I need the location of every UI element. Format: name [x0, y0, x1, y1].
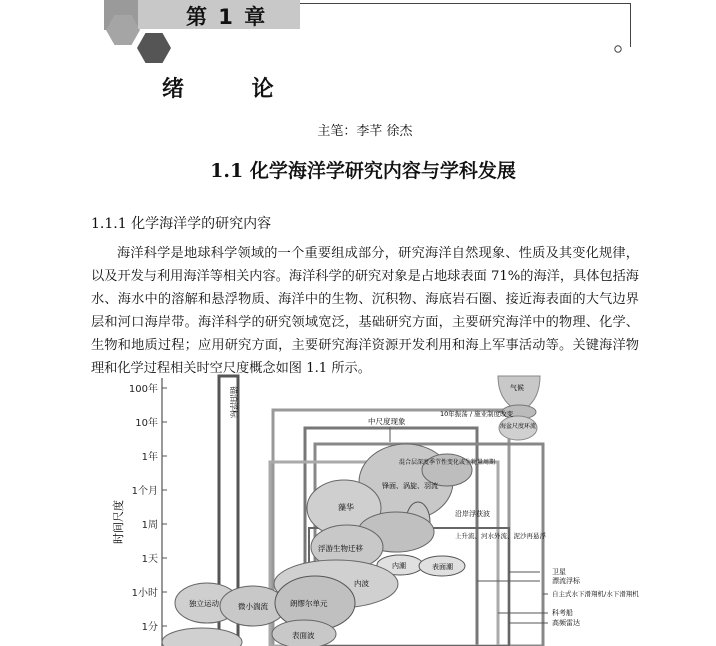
surface-wave-label: 表面波: [292, 631, 315, 640]
tick-1min: 1分: [141, 622, 158, 633]
authors: 主笔：李芊 徐杰: [317, 124, 413, 139]
internal-wave-label: 内波: [354, 579, 369, 588]
tick-100y: 100年: [128, 384, 158, 395]
bottom-ellipse: [162, 628, 242, 646]
chapter-rule-vertical: [630, 3, 631, 47]
upwelling-label: 上升流、河水外流、泥沙再悬浮: [455, 532, 546, 540]
basin-label: 海盆尺度环流: [499, 423, 537, 430]
individual-label: 独立运动: [189, 599, 219, 608]
time-space-scale-figure: [100, 372, 639, 646]
turbulence-label: 微小湍流: [238, 602, 268, 611]
algae-label: 藻华: [338, 503, 354, 512]
tick-1y: 1年: [141, 452, 158, 463]
tick-10y: 10年: [135, 418, 158, 429]
surface-tide-label: 表面潮: [432, 563, 453, 571]
internal-tide-label: 内潮: [392, 562, 406, 570]
tick-1week: 1周: [141, 520, 158, 531]
instrument-legend: [477, 567, 639, 627]
mixed-layer-label: 混合层深度季节性变化或生物量周期: [398, 459, 496, 466]
coastal-label: 沿岸浮获波: [455, 510, 490, 518]
chapter-title: 绪 论: [162, 76, 304, 102]
decadal-label: 10年振荡 / 施业制度改变: [440, 410, 514, 418]
chapter-rule-dot-icon: [613, 44, 623, 54]
satellite-label: 卫星: [552, 568, 566, 576]
subsection-title: 1.1.1 化学海洋学的研究内容: [91, 216, 272, 232]
tick-1month: 1个月: [131, 486, 158, 497]
paragraph-text: 海洋科学是地球科学领域的一个重要组成部分，研究海洋自然现象、性质及其变化规律，以及开发与利用海洋等相关内容。海洋科学的研究对象是占地球表面 71%的海洋，具体包括海水、海水中的溶解和悬浮物质、海洋中的生物、沉积物、海底岩石圈、接近海表面的大气边界层和河口海岸带。海洋科学的研究领域宽泛，基础研究方面，主要研究海洋中的物理、化学、生物和地质过程；应用研究方面，主要研究海洋资源开发利用和海上军事活动等。关键海洋物理和化学过程相关时空尺度概念如图 1.1 所示。: [91, 246, 639, 376]
section-title: 1.1 化学海洋学研究内容与学科发展: [210, 160, 516, 182]
eddies-label: 锋面、涡旋、羽流: [382, 482, 438, 490]
chapter-rule-top: [300, 3, 631, 4]
y-ticks: [129, 382, 167, 633]
ship-label: 科考船: [552, 609, 573, 617]
langmuir-label: 朗缪尔单元: [290, 599, 328, 608]
hf-radar-label: 高频雷达: [552, 619, 580, 627]
plankton-label: 浮游生物迁移: [318, 544, 363, 553]
auv-label: 自主式水下滑翔机/水下滑翔机: [552, 590, 639, 598]
tick-1day: 1天: [141, 554, 158, 565]
mooring-label: 锚泊浮标: [229, 386, 238, 418]
y-axis-label: 时间尺度: [112, 500, 125, 544]
mesoscale-label: 中尺度现象: [368, 417, 406, 426]
chapter-label: 第 1 章: [186, 5, 268, 29]
tick-1hour: 1小时: [131, 588, 158, 599]
hexagon-decoration-3: [137, 33, 171, 63]
drifter-label: 漂流浮标: [552, 577, 580, 585]
climate-label: 气候: [510, 384, 524, 392]
body-paragraph: [91, 242, 639, 380]
